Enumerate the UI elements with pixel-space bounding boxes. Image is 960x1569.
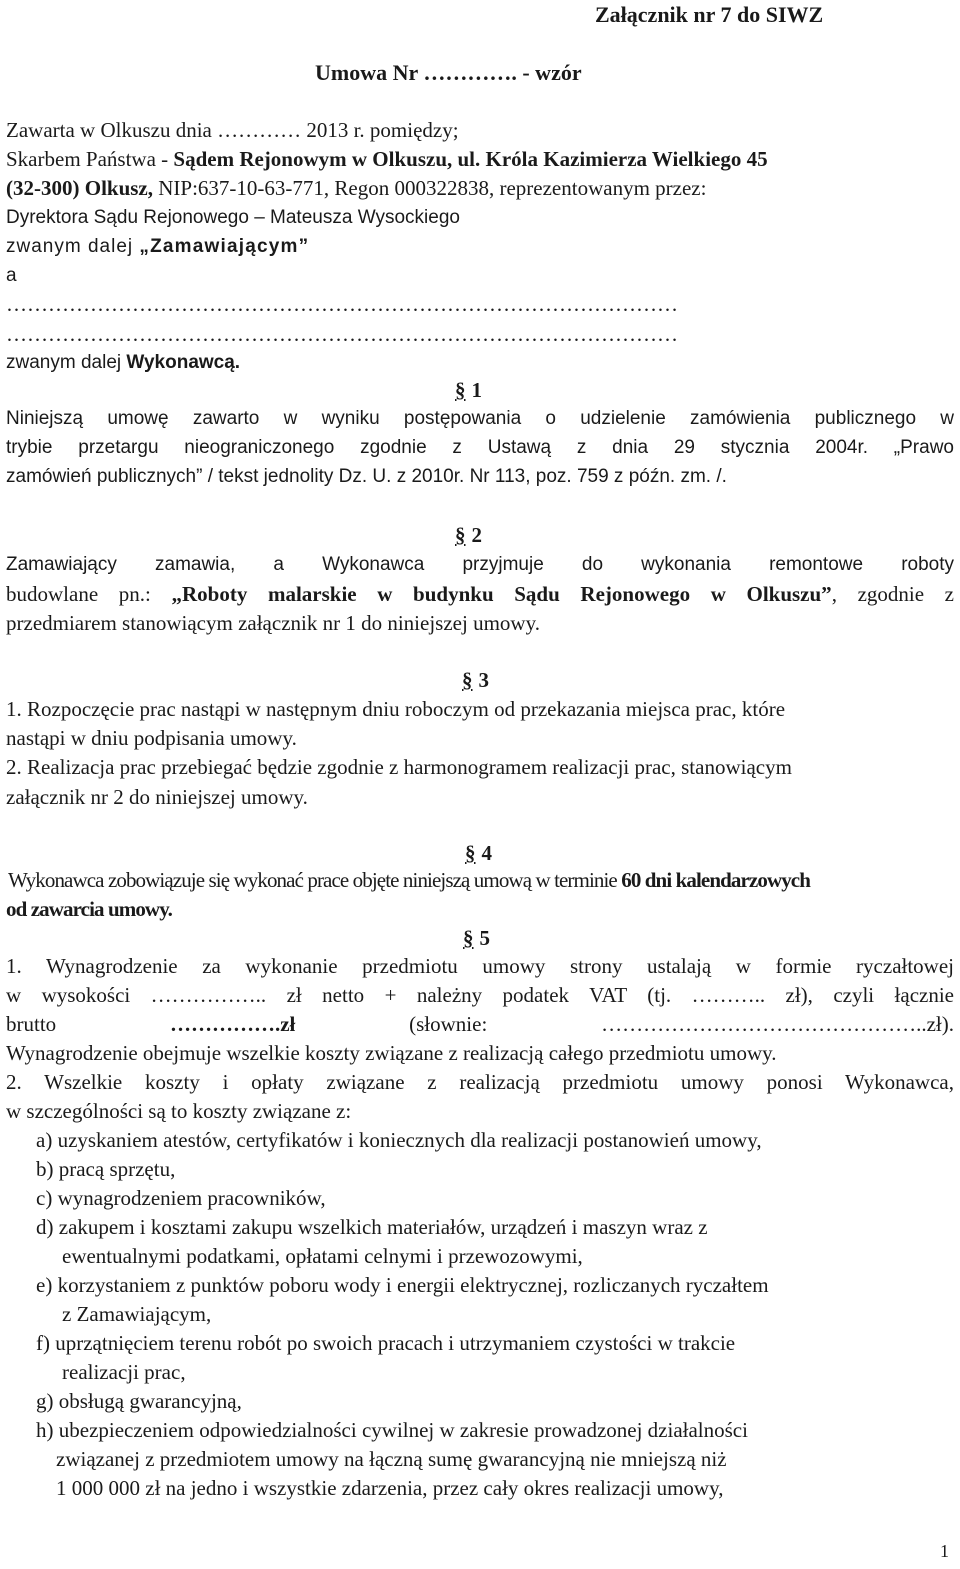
section-3-heading (462, 667, 489, 693)
contract-title: Umowa Nr …………. - wzór (315, 60, 582, 85)
section-symbol: § (455, 378, 466, 402)
section-number: 4 (481, 841, 492, 865)
s5-line-5: 2. Wszelkie koszty i opłaty związane z realizacją przedmiotu umowy ponosi Wykonawca, (6, 1070, 954, 1094)
section-symbol: § (465, 841, 476, 865)
section-number: 1 (471, 378, 482, 402)
director-line: Dyrektora Sądu Rejonowego – Mateusza Wysockiego (6, 207, 460, 228)
section-symbol: § (462, 668, 473, 692)
court-address: Sądem Rejonowym w Olkuszu, ul. Króla Kazimierza Wielkiego 45 (173, 147, 768, 171)
contractor-dots-2: …………………………………………………………………………………… (6, 322, 678, 346)
s5-line-6: w szczególności są to koszty związane z: (6, 1099, 352, 1123)
section-number: 5 (479, 926, 490, 950)
s5-line-1: 1. Wynagrodzenie za wykonanie przedmiotu umowy strony ustalają w formie ryczałtowej (6, 954, 954, 978)
contractor-role: Wykonawcą. (126, 352, 241, 373)
cost-item-b: b) pracą sprzętu, (36, 1157, 176, 1181)
s3-line-2: nastąpi w dniu podpisania umowy. (6, 726, 297, 750)
gross-label: brutto (6, 1012, 57, 1036)
section-number: 3 (478, 668, 489, 692)
and-word: a (6, 265, 17, 286)
section-symbol: § (463, 926, 474, 950)
cost-item-a: a) uzyskaniem atestów, certyfikatów i koniecznych dla realizacji postanowień umowy, (36, 1128, 762, 1152)
s3-line-4: załącznik nr 2 do niniejszej umowy. (6, 785, 308, 809)
s4-line-2: od zawarcia umowy. (6, 897, 172, 921)
s2-line-1: Zamawiający zamawia, a Wykonawca przyjmuje do wykonania remontowe roboty (6, 554, 954, 575)
called-client-line (6, 234, 309, 260)
tax-ids: NIP:637-10-63-771, Regon 000322838, reprezentowanym przez: (153, 176, 707, 200)
s3-line-3: 2. Realizacja prac przebiegać będzie zgodnie z harmonogramem realizacji prac, stanowiącym (6, 755, 792, 779)
s2-line-2 (6, 581, 954, 607)
gross-amount-blank: …………….zł (169, 1012, 296, 1036)
s2-line-3: przedmiarem stanowiącym załącznik nr 1 do niniejszej umowy. (6, 611, 540, 635)
contractor-dots-1: …………………………………………………………………………………… (6, 292, 678, 316)
called-contractor-line (6, 350, 240, 376)
cost-item-g: g) obsługą gwarancyjną, (36, 1389, 242, 1413)
section-2-heading (455, 522, 482, 548)
annex-label: Załącznik nr 7 do SIWZ (595, 2, 824, 27)
cost-item-f-cont: realizacji prac, (62, 1360, 186, 1384)
in-words-label: (słownie: (409, 1012, 488, 1036)
client-role: „Zamawiającym” (139, 236, 310, 257)
cost-item-d: d) zakupem i kosztami zakupu wszelkich materiałów, urządzeń i maszyn wraz z (36, 1215, 708, 1239)
party-line-2 (6, 175, 706, 201)
party-name: Skarbem Państwa - (6, 147, 174, 171)
s5-line-2: w wysokości …………….. zł netto + należny podatek VAT (tj. ……….. zł), czyli łącznie (6, 983, 954, 1007)
section-5-heading (463, 925, 490, 951)
section-4-heading (465, 840, 492, 866)
s3-line-1: 1. Rozpoczęcie prac nastąpi w następnym dniu roboczym od przekazania miejsca prac, które (6, 697, 786, 721)
party-line-1 (6, 146, 768, 172)
cost-item-e-cont: z Zamawiającym, (62, 1302, 212, 1326)
section-number: 2 (471, 523, 482, 547)
called-text: zwanym dalej (6, 236, 140, 257)
s4-text: Wykonawca zobowiązuje się wykonać prace objęte niniejszą umową w terminie (8, 868, 622, 892)
cost-item-h: h) ubezpieczeniem odpowiedzialności cywilnej w zakresie prowadzonej działalności (36, 1418, 748, 1442)
cost-item-h-cont-1: związanej z przedmiotem umowy na łączną sumę gwarancyjną nie mniejszą niż (56, 1447, 727, 1471)
project-name: „Roboty malarskie w budynku Sądu Rejonowego w Olkuszu” (171, 582, 832, 606)
postal-city: (32-300) Olkusz, (6, 176, 153, 200)
s1-line-3: zamówień publicznych” / tekst jednolity Dz. U. z 2010r. Nr 113, poz. 759 z późn. zm. /. (6, 466, 727, 487)
s5-line-3 (6, 1011, 954, 1037)
concluded-line: Zawarta w Olkuszu dnia ………… 2013 r. pomiędzy; (6, 118, 459, 142)
section-symbol: § (455, 523, 466, 547)
s2-prefix: budowlane pn.: (6, 582, 172, 606)
s2-suffix: , zgodnie z (831, 582, 954, 606)
section-1-heading (455, 377, 482, 403)
page-number: 1 (940, 1541, 949, 1561)
in-words-blank: ………………………………………..zł). (601, 1012, 954, 1036)
deadline-days: 60 dni kalendarzowych (621, 868, 811, 892)
called-text: zwanym dalej (6, 352, 127, 373)
cost-item-f: f) uprzątnięciem terenu robót po swoich pracach i utrzymaniem czystości w trakcie (36, 1331, 736, 1355)
cost-item-e: e) korzystaniem z punktów poboru wody i energii elektrycznej, rozliczanych ryczałtem (36, 1273, 769, 1297)
s4-line-1 (8, 867, 810, 893)
cost-item-h-cont-2: 1 000 000 zł na jedno i wszystkie zdarzenia, przez cały okres realizacji umowy, (56, 1476, 724, 1500)
s5-line-4: Wynagrodzenie obejmuje wszelkie koszty związane z realizacją całego przedmiotu umowy. (6, 1041, 777, 1065)
s1-line-1: Niniejszą umowę zawarto w wyniku postępowania o udzielenie zamówienia publicznego w (6, 408, 954, 429)
cost-item-d-cont: ewentualnymi podatkami, opłatami celnymi i przewozowymi, (62, 1244, 583, 1268)
s1-line-2: trybie przetargu nieograniczonego zgodnie z Ustawą z dnia 29 stycznia 2004r. „Prawo (6, 437, 954, 458)
cost-item-c: c) wynagrodzeniem pracowników, (36, 1186, 326, 1210)
